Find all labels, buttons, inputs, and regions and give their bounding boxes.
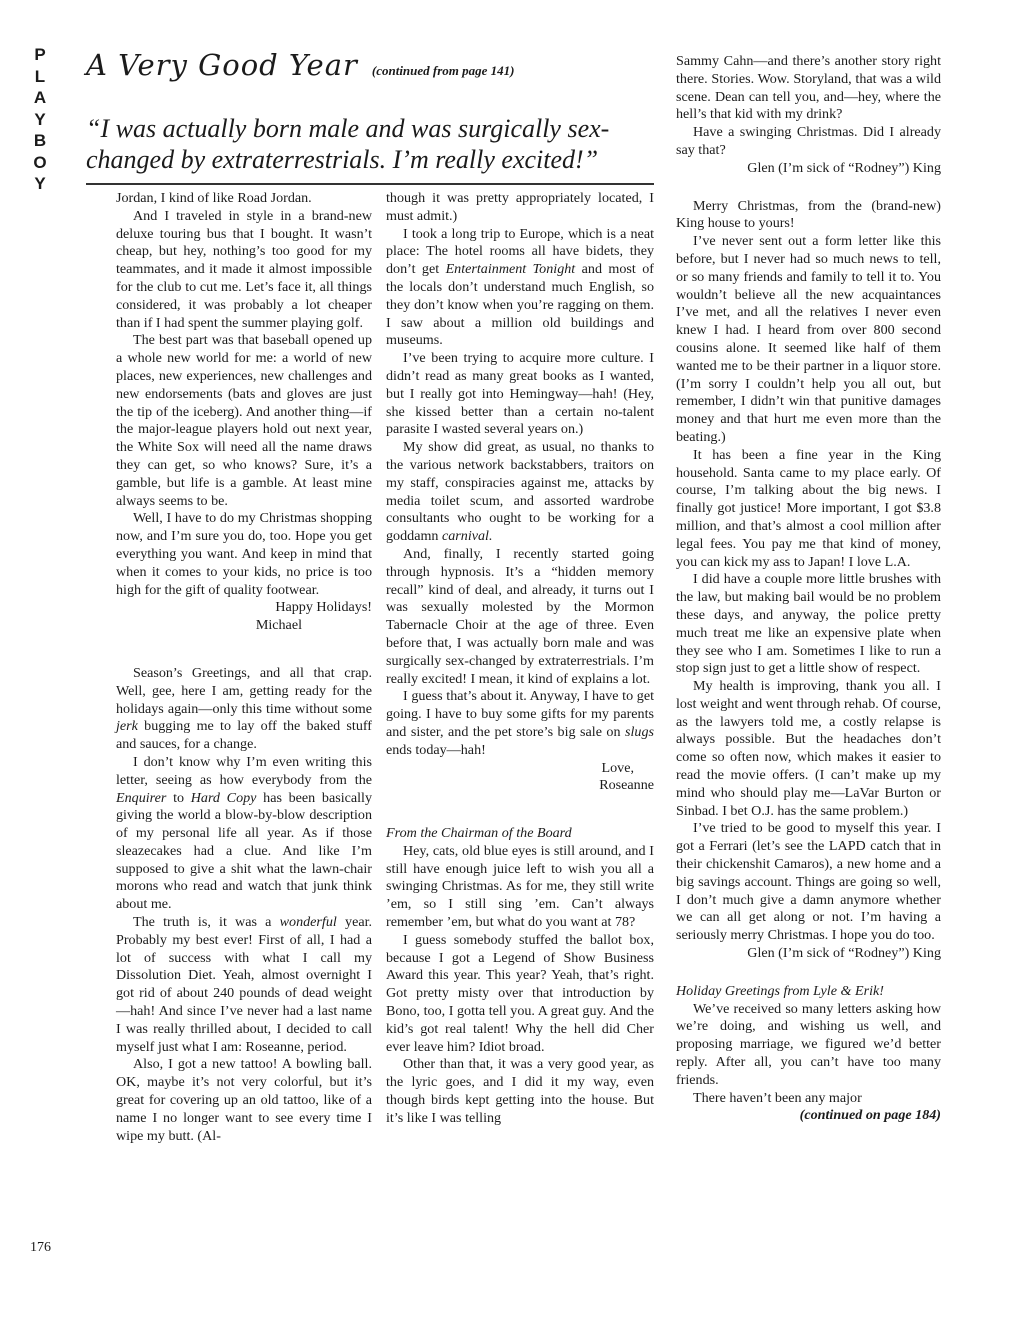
paragraph: Merry Christmas, from the (brand-new) King house to yours! — [676, 197, 941, 232]
paragraph: And, finally, I recently started going through hypnosis. It’s a “hidden memory recall” kind of deal, and already, it turns out I was sexually molested by the Mormon Tabernacle Choir at the age of three. Even before that, I was actually born male and was surgically sex-changed by extraterrestrials. I’m really excited! I mean, it kind of explains a lot. — [386, 545, 654, 687]
text-column-1 — [116, 190, 372, 1145]
paragraph: I’ve never sent out a form letter like this before, but I never had so much news to tell, or so many friends and family to tell it to. You wouldn’t believe all the new acquaintances I’ve met, and all the relatives I never even knew I had. I heard from over 800 second cousins alone. It seemed like half of them wanted me to be their partner in a liquor store. (I’m sorry I couldn’t help you all out, but remember, I didn’t win that punitive damages money and that hurt me even more than the beating.) — [676, 233, 941, 445]
magazine-name-vertical — [28, 44, 52, 195]
paragraph: I guess somebody stuffed the ballot box, because I got a Legend of Show Business Award this year. This year? Yeah, that’s right. Got pretty misty over that introduction by Bono, too, I gotta tell you. A great guy. And the kid’s got real talent! Why the hell did Cher ever leave him? Idiot broad. — [386, 931, 654, 1055]
section-heading: From the Chairman of the Board — [386, 825, 572, 842]
paragraph: I’ve been trying to acquire more culture. I didn’t read as many great books as I wanted, but I really got into Hemingway—hah! (Hey, she kissed better than a certain no-talent parasite I wasted several years on.) — [386, 350, 654, 438]
paragraph: Have a swinging Christmas. Did I already say that? — [676, 124, 941, 158]
continued-from-note: (continued from page 141) — [371, 63, 515, 78]
magazine-letter: O — [33, 152, 47, 172]
paragraph: Other than that, it was a very good year, as the lyric goes, and I did it my way, even though birds kept getting into the house. But it’s like I was telling — [386, 1056, 654, 1126]
signature: Roseanne — [599, 777, 654, 794]
paragraph: The best part was that baseball opened up a whole new world for me: a world of new places, new experiences, new challenges and new endorsements (bats and gloves are just the tip of the iceberg). And another thing—if the major-league players hold out next year, the White Sox will need all the name draws they can get, so who knows? Sure, it’s a gamble, but life is a gamble. At least mine always seems to be. — [116, 332, 372, 509]
paragraph: It has been a fine year in the King household. Santa came to my place early. Of course, I’m talking about the big news. I finally got justice! More important, I got $3.8 million, and that’s almost a cool million after legal fees. You pay me that kind of money, you can kick my ass to Japan! I love L.A. — [676, 446, 941, 570]
paragraph: I don’t know why I’m even writing this letter, seeing as how everybody from the Enquirer to Hard Copy has been basically giving the world a blow-by-blow description of my personal life all year. As if those sleazecakes had a clue. And like I’m supposed to give a shit what the lawn-chair morons who read and watch that junk think about me. — [116, 753, 373, 913]
continued-on-note: (continued on page 184) — [799, 1107, 941, 1124]
pull-quote: “I was actually born male and was surgically sex-changed by extraterrestrials. I’m really excited!” — [86, 114, 610, 174]
paragraph: Sammy Cahn—and there’s another story right there. Stories. Wow. Storyland, that was a wild scene. Dean can tell you, and—hey, where the hell’s that kid with my drink? — [676, 53, 941, 123]
header-rule — [86, 183, 654, 185]
article-header — [86, 48, 648, 88]
paragraph: I did have a couple more little brushes with the law, but making bail would be no problem these days, and anyway, the police pretty much treat me like an expensive plate when they see who I am. Sometimes I like to run a stop sign just to get a little show of respect. — [676, 571, 941, 677]
paragraph: Also, I got a new tattoo! A bowling ball. OK, maybe it’s not very colorful, but it’s great for covering up an old tattoo, like of a name I no longer want to see every time I wipe my butt. (Al- — [116, 1056, 372, 1144]
signature: Glen (I’m sick of “Rodney”) King — [747, 945, 941, 962]
magazine-letter: B — [33, 131, 47, 150]
section-heading: Holiday Greetings from Lyle & Erik! — [676, 982, 884, 999]
magazine-letter: Y — [34, 109, 46, 129]
text-column-2 — [386, 190, 654, 1128]
paragraph: My health is improving, thank you all. I lost weight and went through rehab. Of course, as the lawyers told me, a costly relapse is always possible. But the headaches don’t come so often now, which makes it easier to read the movie offers. (I can’t make up my mind who should play me—LaVar Burton or Sinbad. I bet O.J. has the same problem.) — [676, 678, 941, 819]
paragraph: Season’s Greetings, and all that crap. Well, gee, here I am, getting ready for the holidays again—only this time without some jerk bugging me to lay off the baked stuff and sauces, for a change. — [116, 664, 372, 753]
paragraph: Well, I have to do my Christmas shopping now, and I’m sure you do, too. Hope you get everything you want. And keep in mind that when it comes to your kids, no price is too high for the gift of quality footwear. — [116, 510, 372, 598]
signature: Michael — [255, 617, 302, 634]
paragraph: though it was pretty appropriately located, I must admit.) — [386, 190, 654, 224]
paragraph: Jordan, I kind of like Road Jordan. — [116, 190, 312, 206]
paragraph: We’ve received so many letters asking how we’re doing, and wishing us well, and proposing marriage, we figured we’d better reply. After all, you can’t have too many friends. — [676, 1000, 941, 1088]
page-number: 176 — [30, 1240, 51, 1255]
text-column-3 — [676, 53, 941, 1125]
paragraph: There haven’t been any major — [693, 1089, 862, 1106]
paragraph: The truth is, it was a wonderful year. Probably my best ever! First of all, I had a lot of success with what I call my Dissolution Diet. Yeah, almost overnight I got rid of about 240 pounds of dead weight—hah! And since I’ve never had a last name I was really thrilled about, I decided to call myself just what I am: Roseanne, period. — [116, 914, 373, 1055]
magazine-letter: A — [33, 88, 47, 107]
magazine-letter: L — [34, 66, 46, 86]
paragraph: I took a long trip to Europe, which is a neat place: The hotel rooms all have bidets, they don’t get Entertainment Tonight and most of the locals don’t understand much English, so they don’t know when you’re ragging on them. I saw about a million old buildings and museums. — [386, 225, 654, 349]
magazine-letter: P — [34, 45, 46, 64]
paragraph: I guess that’s about it. Anyway, I have to get going. I have to buy some gifts for my parents and sister, and the pet store’s big sale on slugs ends today—hah! — [386, 688, 654, 758]
paragraph: Hey, cats, old blue eyes is still around, and I still have enough juice left to wish you all a swinging Christmas. As for me, they still write ’em, so I still sing ’em. Can’t always remember ’em, but what do you want at 78? — [386, 842, 654, 931]
article-title: A Very Good Year — [86, 48, 358, 82]
signoff: Love, — [601, 759, 634, 776]
paragraph: And I traveled in style in a brand-new deluxe touring bus that I bought. It wasn’t cheap, but hey, nothing’s too good for my teammates, and it made it almost impossible for the club to cut me. Let’s face it, all things considered, it was probably a lot cheaper than if I had spent the summer playing golf. — [116, 207, 372, 331]
paragraph: My show did great, as usual, no thanks to the various network backstabbers, traitors on my staff, conspiracies against me, attacks by media toilet scum, and assorted wardrobe consultants who ought to be working for a goddamn carnival. — [386, 439, 654, 545]
signature: Glen (I’m sick of “Rodney”) King — [747, 159, 941, 176]
magazine-letter: Y — [34, 174, 46, 193]
signoff: Happy Holidays! — [275, 599, 372, 616]
paragraph: I’ve tried to be good to myself this year. I got a Ferrari (let’s see the LAPD catch that in their chickenshit Camaros), a new home and a big savings account. Things are going so well, I don’t much give a damn anymore whether we can all get along or not. I’m having a seriously merry Christmas. I hope you do too. — [676, 820, 941, 944]
